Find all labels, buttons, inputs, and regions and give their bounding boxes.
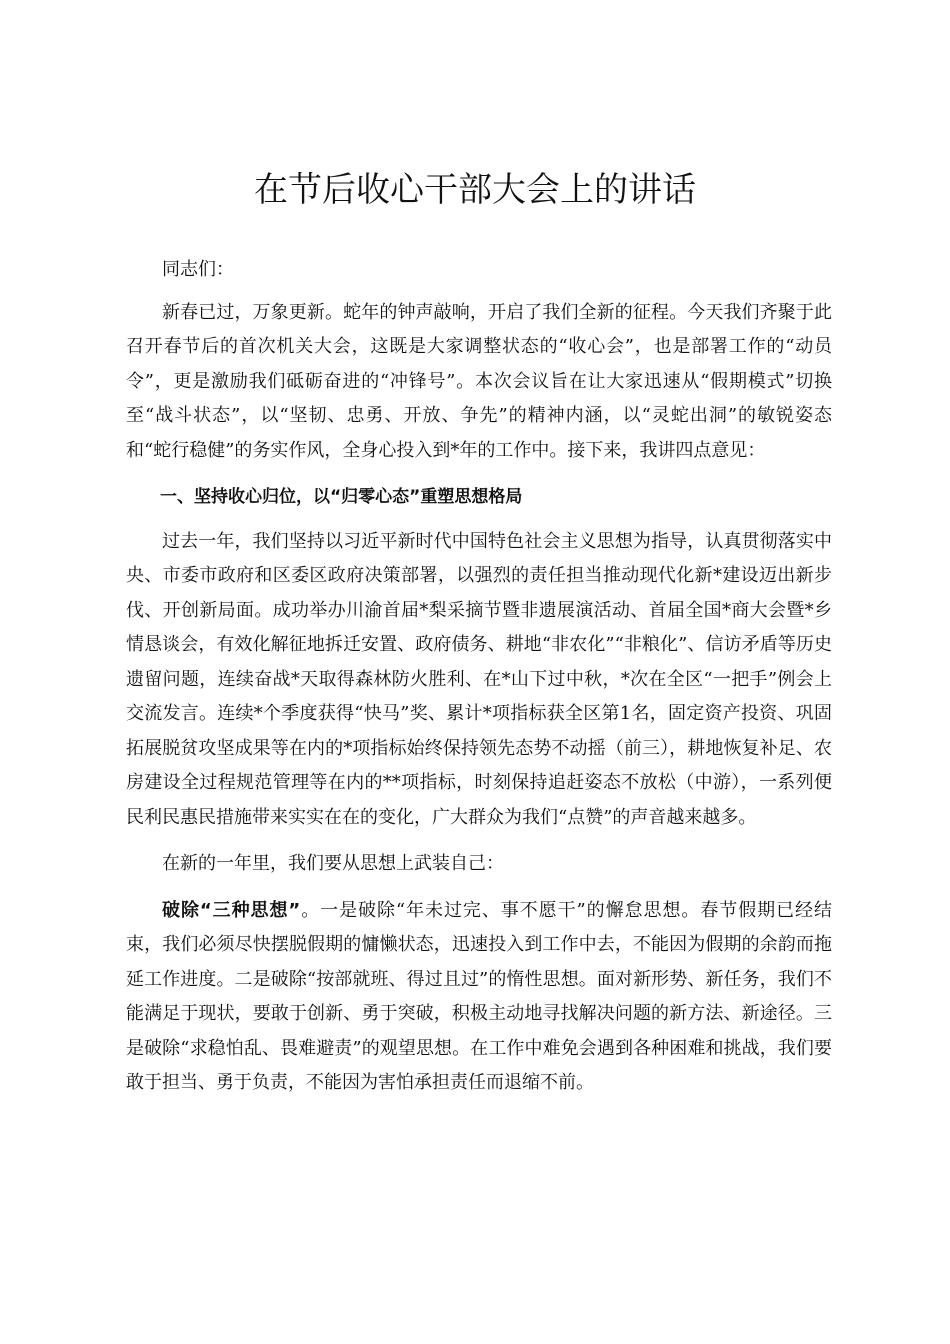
salutation: 同志们： (162, 259, 234, 280)
document-title: 在节后收心干部大会上的讲话 (254, 170, 696, 210)
point1-paragraph (126, 894, 832, 1101)
section1-paragraph-1: 过去一年，我们坚持以习近平新时代中国特色社会主义思想为指导，认真贯彻落实中央、市委市政府和区委区政府决策部署，以强烈的责任担当推动现代化新*建设迈出新步伐、开创新局面。成功举办川渝首届*梨采摘节暨非遗展演活动、首届全国*商大会暨*乡情恳谈会，有效化解征地拆迁安置、政府债务、耕地“非农化”“非粮化”、信访矛盾等历史遗留问题，连续奋战*天取得森林防火胜利、在*山下过中秋，*次在全区“一把手”例会上交流发言。连续*个季度获得“快马”奖、累计*项指标获全区第1名，固定资产投资、巩固拓展脱贫攻坚成果等在内的*项指标始终保持领先态势不动摇（前三），耕地恢复补足、农房建设全过程规范管理等在内的**项指标，时刻保持追赶姿态不放松（中游），一系列便民利民惠民措施带来实实在在的变化，广大群众为我们“点赞”的声音越来越多。 (126, 530, 832, 828)
intro-paragraph: 新春已过，万象更新。蛇年的钟声敲响，开启了我们全新的征程。今天我们齐聚于此召开春节后的首次机关大会，这既是大家调整状态的“收心会”，也是部署工作的“动员令”，更是激励我们砥砺奋进的“冲锋号”。本次会议旨在让大家迅速从“假期模式”切换至“战斗状态”，以“坚韧、忠勇、开放、争先”的精神内涵，以“灵蛇出洞”的敏锐姿态和“蛇行稳健”的务实作风，全身心投入到*年的工作中。接下来，我讲四点意见： (126, 301, 832, 461)
point1-lead: 破除“三种思想” (162, 899, 301, 921)
section-heading-1: 一、坚持收心归位，以“归零心态”重塑思想格局 (160, 487, 523, 507)
point1-text: 。一是破除“年未过完、事不愿干”的懈怠思想。春节假期已经结束，我们必须尽快摆脱假期的慵懒状态，迅速投入到工作中去，不能因为假期的余韵而拖延工作进度。二是破除“按部就班、得过且过”的惰性思想。面对新形势、新任务，我们不能满足于现状，要敢于创新、勇于突破，积极主动地寻找解决问题的新方法、新途径。三是破除“求稳怕乱、畏难避责”的观望思想。在工作中难免会遇到各种困难和挑战，我们要敢于担当、勇于负责，不能因为害怕承担责任而退缩不前。 (126, 899, 832, 1093)
document-body (126, 253, 832, 1113)
section1-paragraph-2: 在新的一年里，我们要从思想上武装自己： (162, 853, 504, 874)
